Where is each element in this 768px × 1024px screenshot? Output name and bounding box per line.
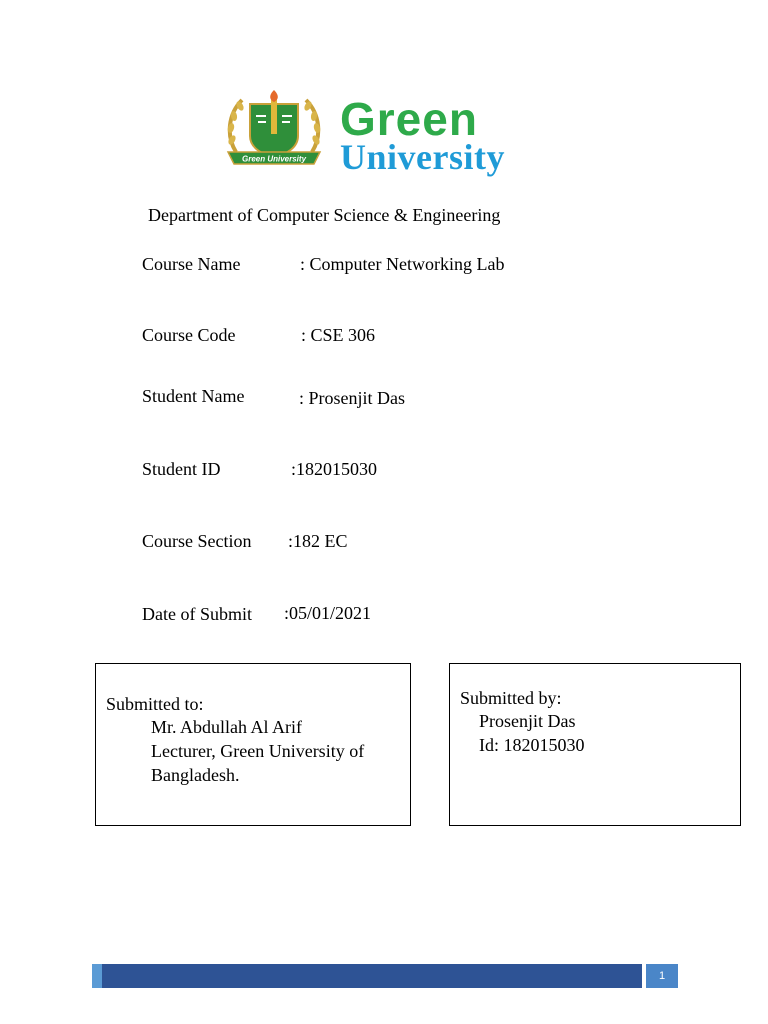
course-name-value: : Computer Networking Lab [300,254,505,274]
student-id-label: Student ID [142,459,221,479]
submitted-by-box [449,663,741,826]
footer-band [102,964,642,988]
svg-text:Green University: Green University [241,154,307,164]
student-name-label: Student Name [142,386,245,406]
department-title: Department of Computer Science & Engineering [148,205,501,225]
course-section-value: :182 EC [288,531,348,551]
university-emblem-icon [222,90,326,170]
footer-accent [92,964,102,988]
date-of-submit-label: Date of Submit [142,604,252,624]
logo-word-green: Green [340,93,478,145]
supervisor-name: Mr. Abdullah Al Arif [151,717,303,737]
footer-bar [92,964,678,988]
date-of-submit-value: :05/01/2021 [284,603,372,623]
course-section-label: Course Section [142,531,252,551]
student-name-value: : Prosenjit Das [299,388,405,408]
student-name: Prosenjit Das [479,711,576,731]
course-code-label: Course Code [142,325,236,345]
student-id-value: :182015030 [291,459,378,479]
submitted-by-heading: Submitted by: [460,688,562,708]
page-number: 1 [646,964,678,988]
student-id: Id: 182015030 [479,735,585,755]
submitted-to-box [95,663,411,826]
course-name-label: Course Name [142,254,241,274]
supervisor-title: Lecturer, Green University of [151,741,365,761]
submitted-to-heading: Submitted to: [106,694,204,714]
university-logo [222,90,542,185]
logo-word-university: University [340,137,505,177]
supervisor-institution: Bangladesh. [151,765,240,785]
course-code-value: : CSE 306 [301,325,376,345]
